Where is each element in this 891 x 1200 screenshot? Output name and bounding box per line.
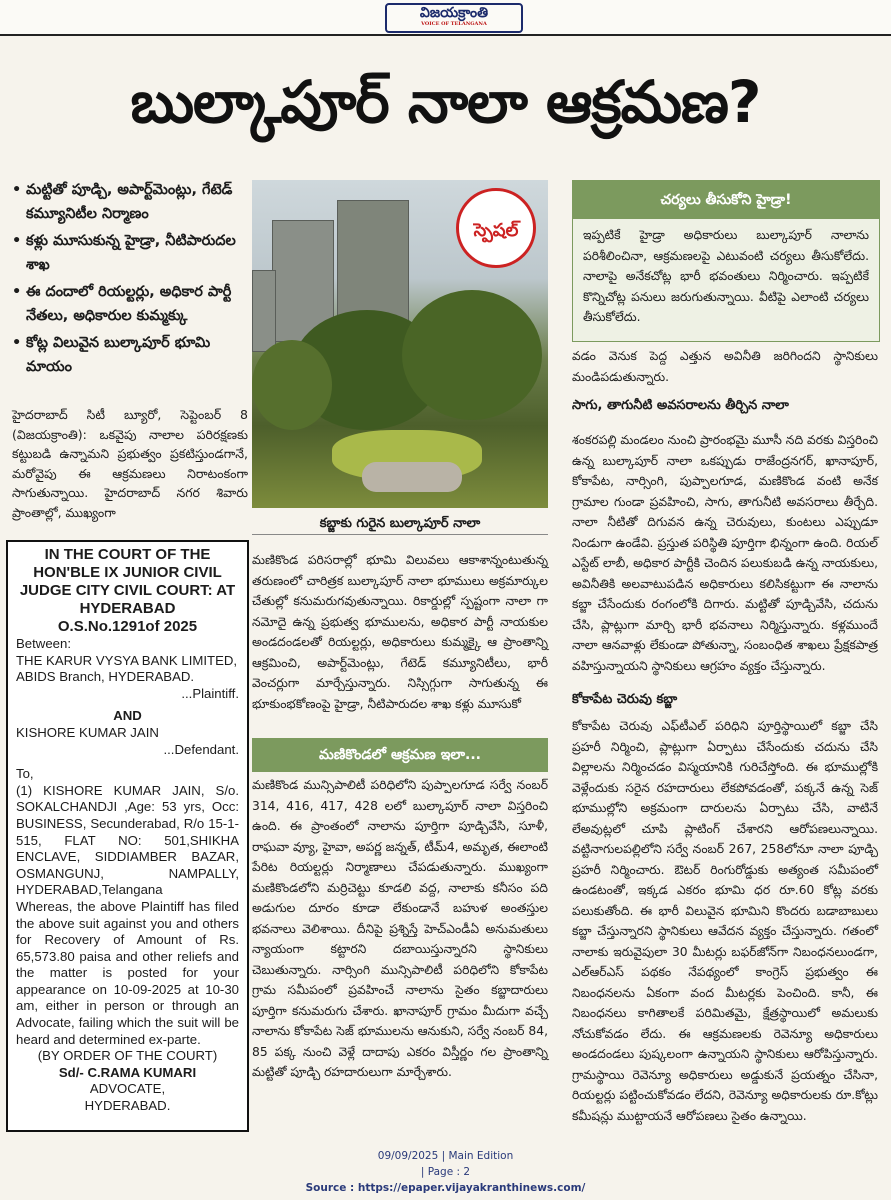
photo-caption: కబ్జాకు గురైన బుల్కాపూర్ నాలా xyxy=(252,514,548,535)
court-notice-ad xyxy=(6,540,249,1132)
signature: Sd/- C.RAMA KUMARI xyxy=(58,1064,197,1080)
intro-paragraph: హైదరాబాద్ సిటీ బ్యూరో, సెప్టెంబర్ 8 (విజయక్రాంతి): ఒకవైపు నాలాల పరిరక్షణకు కట్టుబడి ఉన్నామని ప్రభుత్వం ప్రకటిస్తుండగానే, మరోవైపు ఈ ఆక్రమణలు నిరాటంకంగా సాగుతున్నాయి. హైదరాబాద్ నగర శివారు ప్రాంతాల్లో, ముఖ్యంగా xyxy=(12,407,248,520)
logo-tagline: VOICE OF TELANGANA xyxy=(421,21,487,27)
hydraa-box-text: ఇప్పటికే హైడ్రా అధికారులు బుల్కాపూర్ నాలాను పరిశీలించినా, ఆక్రమణలపై ఎటువంటి చర్యలు తీసుకోలేదు. నాలాపై అనేకచోట్ల భారీ భవంతులు నిర్మించారు. ఇప్పటికే కొన్నిచోట్ల పనులు జరుగుతున్నాయి. వీటిపై ఎలాంటి చర్యలు తీసుకోలేదు. xyxy=(583,228,869,324)
newspaper-logo[interactable] xyxy=(385,3,523,33)
edition-info: 09/09/2025 | Main Edition xyxy=(377,1150,514,1162)
highlight-bullets xyxy=(12,178,248,382)
right-paragraph-2: శంకరపల్లి మండలం నుంచి ప్రారంభమై మూసీ నది వరకు విస్తరించి ఉన్న బుల్కాపూర్ నాలా ఒకప్పుడు రాజేంద్రనగర్, ఖానాపూర్, కోకాపేట, నార్సింగి, పుప్పాలగూడ, మణికొండ వంటి అనేక గ్రామాల గుండా ప్రవహించి, సాగు, తాగునీటి అవసరాలు తీర్చేది. నాలా నీటితో దిగువన ఉన్న చెరువులు, కుంటలు ఎప్పుడూ నిండుగా ఉండేవి. ప్రస్తుత పరిస్థితి పూర్తిగా భిన్నంగా ఉంది. రియల్ ఎస్టేట్ లాబీ, అధికార పార్టీకి చెందిన పలుకుబడి ఉన్న నాయకులు, అవినీతికి అలవాటుపడిన అధికారులు కలిసికట్టుగా ఈ నాలాను కబ్జా చేసేందుకు రంగంలోకి దిగారు. మట్టితో పూడ్చివేసి, చదును చేసి, ప్లాట్లుగా మార్చి భారీ భవనాలు నిర్మిస్తున్నారు. కళ్లముందే నాలా ఆనవాళ్లు లేకుండా పోతున్నా, సంబంధిత శాఖలు ప్రేక్షకపాత్ర వహిస్తున్నాయని స్థానికులు ఆగ్రహం వ్యక్తం చేస్తున్నారు. xyxy=(572,433,878,673)
bullet-item: • కోట్ల విలువైన బుల్కాపూర్ భూమి మాయం xyxy=(12,331,248,379)
source-link[interactable]: Source : https://epaper.vijayakranthinews.com/ xyxy=(305,1182,586,1194)
tree-shape xyxy=(252,340,332,430)
bullet-item: • మట్టితో పూడ్చి, అపార్ట్‌మెంట్లు, గేటెడ్ కమ్యూనిటీల నిర్మాణం xyxy=(12,178,248,226)
to-label: To, xyxy=(16,766,34,782)
right-paragraph-3: కోకాపేట చెరువు ఎఫ్‌టీఎల్ పరిధిని పూర్తిస్థాయిలో కబ్జా చేసి ప్రహరీ నిర్మించి, ప్లాట్లుగా ఏర్పాటు చేసేందుకు చదును చేసి విల్లాలను నిర్మించడం విస్మయానికి గురిచేస్తోంది. ఈ భూముల్లోకి వెళ్లేందుకు సరైన రహదారులు లేకపోవడంతో, పక్కనే ఉన్న సెజ్ భూముల్లోని అక్రమంగా దారులను ఏర్పాటు చేసి, వాటినే లేఅవుట్లలో చూపి ప్లాటింగ్ చేశారని ఆరోపణలున్నాయి. వట్టినాగులపల్లిలోని సర్వే నంబర్ 267, 258లోనూ నాలా పూడ్చి ప్రహరీ నిర్మించారు. ఔటర్ రింగురోడ్డుకు అత్యంత సమీపంలో ఉండటంతో, ఇక్కడ ఎకరం భూమి ధర రూ.60 కోట్ల వరకు పలుకుతోంది. ఈ భారీ విలువైన భూమిని కొందరు బడాబాబులు కబ్జా చేస్తున్నారని స్థానికులు ఆవేదన వ్యక్తం చేస్తున్నారు. గతంలో నాలాకు ఇరువైపులా 30 మీటర్లు బఫర్‌జోన్‌గా నిబంధనలుండగా, ఎల్ఆర్ఎస్ పథకం నేపథ్యంలో కాంగ్రెస్ ప్రభుత్వం ఈ నిబంధనలను ఏకంగా వంద మీటర్లకు పెంచింది. కానీ, ఈ నిబంధనలు కాగితాలకే పరిమితమై, క్షేత్రస్థాయిలో అమలుకు నోచుకోవడం లేదు. ఈ ఆక్రమణలకు రెవెన్యూ అధికారులు అండదండలు పుష్కలంగా ఉన్నాయని స్థానికులు ఆరోపిస్తున్నారు. గ్రామస్థాయి రెవెన్యూ అధికారులు అడ్డుకునే ప్రయత్నం చేసినా, రియల్టర్లు పట్టించుకోవడం లేదని, రెవెన్యూ అధికారులకు రూ.కోట్లు కమీషన్లు ముట్టాయనే ఆరోపణలు సైతం ఉన్నాయి. xyxy=(572,719,878,1123)
subhead-cultivation: సాగు, తాగునీటి అవసరాలను తీర్చిన నాలా xyxy=(572,398,789,413)
middle-paragraph-2: మణికొండ మున్సిపాలిటీ పరిధిలోని పుప్పాలగూడ సర్వే నంబర్ 314, 416, 417, 428 లలో బుల్కాపూర్ నాలా విస్తరించి ఉంది. ఈ ప్రాంతంలో నాలాను పూర్తిగా పూడ్చివేసి, సూళీ, రాఘవా వ్యూ, హైవా, అపర్ణ జన్నత్, టీమ్4, అమృత, ఈలాంటి పేరిట రియల్టర్లు నిర్మాణాలు చేపడుతున్నారు. ముఖ్యంగా మణికొండలోని మర్రిచెట్టు కూడలి వద్ద, నాలాకు కనీసం పది అడుగుల దూరం కూడా లేకుండానే బహుళ అంతస్తుల భవనాలు వెలిశాయి. దీనిపై ప్రశ్నిస్తే హెచ్‌ఎండీఏ అనుమతులు న్యాయంగా కట్టారని దబాయిస్తున్నారని స్థానికులు చెబుతున్నారు. నార్సింగి మున్సిపాలిటీ పరిధిలోని కోకాపేట గ్రామ సమీపంలో ప్రవహించే నాలాను సైతం కబ్జాదారులు పూర్తిగా కనుమరుగు చేశారు. ఖానాపూర్ గ్రామం మీదుగా వచ్చే నాలాను కోకాపేట సెజ్ భూములను ఆనుకుని, సర్వే నంబర్ 84, 85 పక్క నుంచి వెళ్లే దాదాపు ఎకరం విస్తీర్ణం గల ప్రాంతాన్ని మట్టితో పూడ్చి రహదారులుగా మార్చేశారు. xyxy=(252,778,548,1079)
between-label: Between: xyxy=(16,636,71,651)
defendant-name: KISHORE KUMAR JAIN xyxy=(16,724,159,740)
advocate-city: HYDERABAD. xyxy=(84,1098,171,1114)
masthead xyxy=(0,0,891,36)
hydraa-box xyxy=(572,180,880,342)
and-label: AND xyxy=(113,708,142,724)
court-title: IN THE COURT OF THE HON'BLE IX JUNIOR CIVIL JUDGE CITY CIVIL COURT: AT HYDERABAD xyxy=(19,546,236,617)
special-badge: స్పెషల్ xyxy=(456,188,536,268)
hydraa-box-title: చర్యలు తీసుకోని హైడ్రా! xyxy=(573,181,879,219)
page-number: | Page : 2 xyxy=(420,1166,471,1178)
notice-text: Whereas, the above Plaintiff has filed the above suit against you and others for Recovery of Amount of Rs. 65,573.80 paisa and other reliefs and the matter is posted for your appearance on 10-09-2025 at 10-30 am, either in person or through an Advocate, failing which the suit will be heard and determined ex-parte. xyxy=(16,898,239,1047)
plaintiff-name: THE KARUR VYSYA BANK LIMITED, ABIDS Branch, HYDERABAD. xyxy=(16,652,238,685)
right-paragraph-1: వడం వెనుక పెద్ద ఎత్తున అవినీతి జరిగిందని స్థానికులు మండిపడుతున్నారు. xyxy=(572,349,878,384)
case-number: O.S.No.1291of 2025 xyxy=(57,618,198,635)
defendant-address: (1) KISHORE KUMAR JAIN, S/o. SOKALCHANDJI ,Age: 53 yrs, Occ: BUSINESS, Secunderabad, R/o 15-1-515, FLAT NO: 501,SHIKHA ENCLAVE, SIDDIAMBER BAZAR, OSMANGUNJ, NAMPALLY, HYDERABAD,Telangana xyxy=(16,782,239,898)
middle-paragraph-1: మణికొండ పరిసరాల్లో భూమి విలువలు ఆకాశాన్నంటుతున్న తరుణంలో చారిత్రక బుల్కాపూర్ నాలా భూములు అక్రమార్కుల చేతుల్లో కనుమరుగవుతున్నాయి. రికార్డుల్లో స్పష్టంగా నాలా గా నమోదై ఉన్న ప్రభుత్వ భూములను, అధికార పార్టీ నాయకుల అండదండలతో రియల్టర్లు, అధికారులు కుమ్మక్కై ఆ ప్రాంతాన్ని ఆక్రమించి, అపార్ట్‌మెంట్లు, గేటెడ్ కమ్యూనిటీలు, భారీ వెంచర్లుగా మార్చేస్తున్నారు. నిస్సిగ్గుగా సాగుతున్న ఈ భూకుంభకోణంపై హైడ్రా, నీటిపారుదల శాఖ కళ్లు మూసుకో xyxy=(252,553,548,711)
order-line: (BY ORDER OF THE COURT) xyxy=(37,1048,218,1064)
subhead-kokapet: కోకాపేట చెరువు కబ్జా xyxy=(572,692,678,707)
bullet-item: • ఈ దందాలో రియల్టర్లు, అధికార పార్టీ నేతలు, అధికారుల కుమ్మక్కు xyxy=(12,280,248,328)
bullet-item: • కళ్లు మూసుకున్న హైడ్రా, నీటిపారుదల శాఖ xyxy=(12,229,248,277)
logo-text: విజయక్రాంతి xyxy=(419,5,489,21)
tree-shape xyxy=(402,290,542,420)
pipe-shape xyxy=(362,462,462,492)
footer xyxy=(200,1148,691,1196)
advocate-role: ADVOCATE, xyxy=(89,1081,166,1097)
building-shape xyxy=(252,270,276,352)
defendant-tag: ...Defendant. xyxy=(163,741,239,757)
plaintiff-tag: ...Plaintiff. xyxy=(181,685,239,701)
manikonda-box-title: మణికొండలో ఆక్రమణ ఇలా... xyxy=(252,738,548,772)
headline: బుల్కాపూర్ నాలా ఆక్రమణ? xyxy=(130,68,761,136)
